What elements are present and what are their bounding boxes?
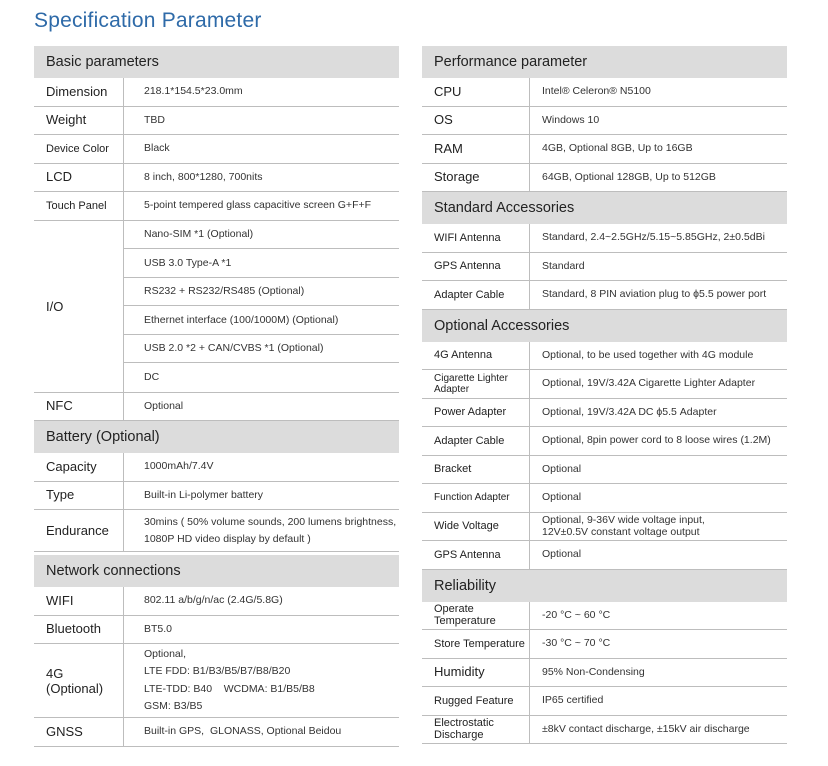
spec-label: Bluetooth (34, 616, 124, 644)
spec-row-weight (34, 107, 399, 136)
spec-value: 4GB, Optional 8GB, Up to 16GB (542, 142, 693, 155)
spec-value: Standard, 8 PIN aviation plug to ϕ5.5 power port (542, 288, 767, 301)
spec-value: Standard (542, 259, 585, 272)
spec-value: 64GB, Optional 128GB, Up to 512GB (542, 170, 716, 183)
spec-value: 218.1*154.5*23.0mm (144, 85, 243, 98)
spec-row-rugged-feature (422, 687, 787, 716)
spec-label-line: Temperature (463, 637, 525, 650)
spec-label: Device Color (34, 135, 124, 163)
spec-value: 5-point tempered glass capacitive screen G+F+F (144, 199, 372, 212)
io-item: RS232 + RS232/RS485 (Optional) (124, 278, 399, 307)
spec-value-line: Optional, (144, 647, 187, 660)
spec-row-wifi (34, 587, 399, 616)
spec-row-storage (422, 164, 787, 193)
section-performance: Performance parameter (422, 46, 787, 78)
spec-label (422, 630, 530, 658)
spec-group-io (34, 221, 399, 393)
spec-value-line: LTE-TDD: B40 WCDMA: B1/B5/B8 (144, 682, 315, 695)
spec-label: Touch Panel (34, 192, 124, 220)
spec-row-lcd (34, 164, 399, 193)
spec-value-line: 12V±0.5V constant voltage output (542, 526, 700, 539)
spec-row-ram (422, 135, 787, 164)
spec-label (422, 602, 530, 630)
spec-label: I/O (34, 221, 124, 392)
spec-label: 4G Antenna (422, 342, 530, 370)
spec-value (530, 513, 787, 541)
spec-label (422, 687, 530, 715)
spec-label-line: Cigarette Lighter (434, 372, 508, 384)
spec-value: -30 °C ~ 70 °C (542, 637, 611, 650)
spec-row-bluetooth (34, 616, 399, 645)
spec-row-electrostatic-discharge (422, 716, 787, 745)
spec-label-line: Rugged (434, 694, 473, 707)
spec-label: GPS Antenna (422, 541, 530, 569)
spec-value-line: 1080P HD video display by default ) (144, 532, 311, 545)
spec-value: Built-in GPS, GLONASS, Optional Beidou (144, 725, 342, 738)
spec-label: GNSS (34, 718, 124, 746)
spec-value: BT5.0 (144, 622, 173, 635)
spec-value: 802.11 a/b/g/n/ac (2.4G/5.8G) (144, 594, 283, 607)
spec-row-store-temperature (422, 630, 787, 659)
spec-label (422, 484, 530, 512)
spec-label-line: Adapter (474, 492, 510, 504)
section-battery: Battery (Optional) (34, 421, 399, 453)
spec-value: Optional, 8pin power cord to 8 loose wires (1.2M) (542, 434, 771, 447)
spec-value: Standard, 2.4~2.5GHz/5.15~5.85GHz, 2±0.5dBi (542, 231, 765, 244)
section-standard-accessories: Standard Accessories (422, 192, 787, 224)
spec-value: 95% Non-Condensing (542, 665, 645, 678)
spec-label: LCD (34, 164, 124, 192)
spec-value: Intel® Celeron® N5100 (542, 85, 651, 98)
spec-value: 1000mAh/7.4V (144, 460, 214, 473)
spec-row-touch-panel (34, 192, 399, 221)
spec-row-bracket (422, 456, 787, 485)
spec-label: Weight (34, 107, 124, 135)
spec-value: 8 inch, 800*1280, 700nits (144, 170, 263, 183)
spec-row-gps-antenna (422, 253, 787, 282)
spec-label: NFC (34, 393, 124, 421)
spec-row-type (34, 482, 399, 511)
spec-label: OS (422, 107, 530, 135)
spec-row-function-adapter (422, 484, 787, 513)
spec-row-os (422, 107, 787, 136)
spec-label: Bracket (422, 456, 530, 484)
spec-value-line: GSM: B3/B5 (144, 700, 203, 712)
spec-row-cpu (422, 78, 787, 107)
spec-row-gnss (34, 718, 399, 747)
spec-value: TBD (144, 113, 165, 126)
spec-value: Windows 10 (542, 113, 600, 126)
spec-row-device-color (34, 135, 399, 164)
spec-row-4g-antenna (422, 342, 787, 371)
spec-label-line: Store (434, 637, 461, 650)
spec-value: Optional, 19V/3.42A DC ϕ5.5 Adapter (542, 405, 717, 418)
spec-label: Endurance (34, 510, 124, 551)
spec-label-line: Temperature (434, 615, 496, 628)
section-network: Network connections (34, 555, 399, 587)
spec-label: Dimension (34, 78, 124, 106)
spec-row-cigarette-lighter-adapter (422, 370, 787, 399)
section-basic-parameters: Basic parameters (34, 46, 399, 78)
spec-label-line: Discharge (434, 729, 484, 742)
spec-label: Type (34, 482, 124, 510)
spec-label (422, 370, 530, 398)
spec-row-humidity (422, 659, 787, 688)
spec-value: Optional, 19V/3.42A Cigarette Lighter Adapter (542, 377, 756, 390)
spec-label: Storage (422, 164, 530, 192)
spec-row-operate-temperature (422, 602, 787, 631)
spec-row-endurance (34, 510, 399, 552)
spec-label: GPS Antenna (422, 253, 530, 281)
spec-label: Adapter Cable (422, 427, 530, 455)
spec-label: Humidity (422, 659, 530, 687)
spec-label: RAM (422, 135, 530, 163)
spec-value: Optional (144, 399, 184, 412)
spec-value: Optional (542, 491, 582, 504)
spec-value: Optional (542, 462, 582, 475)
spec-value: IP65 certified (542, 694, 604, 707)
spec-label-line: Adapter (434, 383, 470, 395)
spec-row-power-adapter (422, 399, 787, 428)
spec-row-gps-antenna-optional (422, 541, 787, 570)
spec-label (422, 716, 530, 744)
spec-value-line: 30mins ( 50% volume sounds, 200 lumens brightness, (144, 515, 397, 528)
spec-row-nfc (34, 393, 399, 422)
spec-row-4g (34, 644, 399, 718)
io-item: Ethernet interface (100/1000M) (Optional) (124, 306, 399, 335)
spec-value (124, 510, 399, 551)
page-title: Specification Parameter (34, 9, 262, 32)
spec-value: Optional (542, 548, 582, 561)
spec-value (124, 644, 399, 717)
spec-label: Power Adapter (422, 399, 530, 427)
section-optional-accessories: Optional Accessories (422, 310, 787, 342)
spec-label-line: (Optional) (46, 680, 104, 696)
left-column (34, 46, 399, 747)
spec-label-line: 4G (46, 665, 64, 681)
io-item: DC (144, 371, 160, 384)
spec-label: Wide Voltage (422, 513, 530, 541)
spec-label: WIFI (34, 587, 124, 615)
spec-value: Built-in Li-polymer battery (144, 488, 264, 501)
spec-value-line: LTE FDD: B1/B3/B5/B7/B8/B20 (144, 665, 291, 677)
spec-label-line: Electrostatic (434, 717, 494, 730)
io-item: Nano-SIM *1 (Optional) (124, 221, 399, 250)
spec-value: Optional, to be used together with 4G module (542, 348, 754, 361)
spec-row-dimension (34, 78, 399, 107)
spec-value: ±8kV contact discharge, ±15kV air discharge (542, 722, 750, 735)
section-reliability: Reliability (422, 570, 787, 602)
spec-row-wide-voltage (422, 513, 787, 542)
spec-label: CPU (422, 78, 530, 106)
spec-label-line: Feature (475, 694, 514, 707)
spec-label-line: Operate (434, 603, 474, 616)
spec-label-line: Function (434, 492, 473, 504)
spec-value: Black (144, 142, 170, 155)
spec-value-line: Optional, 9-36V wide voltage input, (542, 514, 705, 527)
spec-label (34, 644, 124, 717)
io-item: USB 3.0 Type-A *1 (124, 249, 399, 278)
spec-row-wifi-antenna (422, 224, 787, 253)
spec-row-adapter-cable-optional (422, 427, 787, 456)
spec-label: Adapter Cable (422, 281, 530, 309)
spec-row-adapter-cable (422, 281, 787, 310)
spec-label: Capacity (34, 453, 124, 481)
spec-label: WIFI Antenna (422, 224, 530, 252)
spec-row-capacity (34, 453, 399, 482)
spec-value: -20 °C ~ 60 °C (542, 608, 611, 621)
io-item: USB 2.0 *2 + CAN/CVBS *1 (Optional) (124, 335, 399, 364)
right-column (422, 46, 787, 744)
